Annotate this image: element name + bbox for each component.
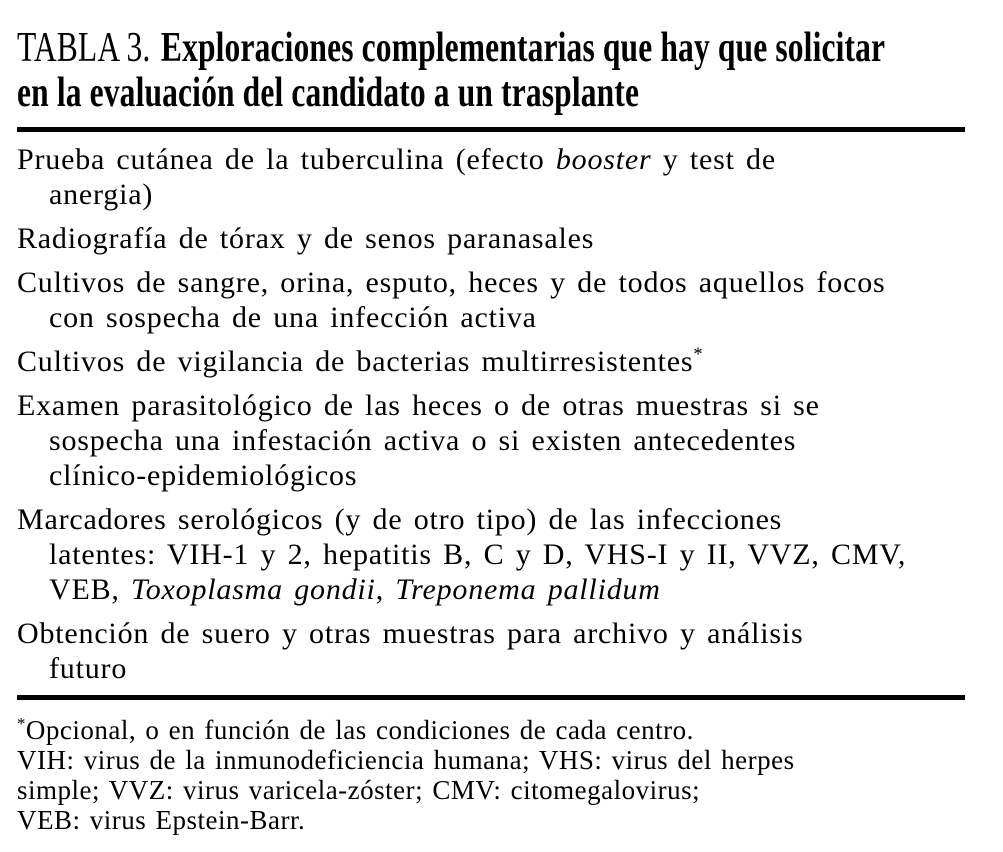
text-segment: Examen parasitológico de las heces o de otras muestras si se <box>17 389 820 422</box>
text-segment: Prueba cutánea de la tuberculina (efecto <box>17 143 556 176</box>
table-row-line <box>17 265 977 300</box>
table-title-line-1: Exploraciones complementarias que hay que solicitar <box>160 25 886 71</box>
table-row-line <box>17 572 977 607</box>
page-title <box>17 26 1003 116</box>
table-body <box>17 142 977 686</box>
italic-text: Toxoplasma gondii <box>131 573 376 606</box>
italic-text: booster <box>555 143 652 176</box>
table-row-line <box>17 300 977 335</box>
superscript-marker: * <box>17 714 26 733</box>
text-segment: futuro <box>49 652 128 685</box>
table-row-line <box>17 616 977 651</box>
bottom-rule <box>17 695 965 700</box>
table-row-line <box>17 142 977 177</box>
table-number-label: TABLA 3. <box>17 25 151 71</box>
table-row-line <box>17 651 977 686</box>
text-segment: Opcional, o en función de las condiciones de cada centro. <box>25 715 694 745</box>
table-row-line <box>17 177 977 212</box>
text-segment: VIH: virus de la inmunodeficiencia humana; VHS: virus del herpes <box>17 745 795 775</box>
table-row <box>17 388 977 493</box>
footnote-line <box>17 715 977 745</box>
text-segment: Marcadores serológicos (y de otro tipo) de las infecciones <box>17 503 783 536</box>
text-segment: sospecha una infestación activa o si existen antecedentes <box>49 424 797 457</box>
table-row-line <box>17 537 977 572</box>
text-segment: , <box>375 573 396 606</box>
text-segment: latentes: VIH-1 y 2, hepatitis B, C y D, VHS-I y II, VVZ, CMV, <box>49 538 907 571</box>
table-row <box>17 221 977 256</box>
text-segment: y test de <box>651 143 776 176</box>
table-row-line <box>17 344 977 379</box>
text-segment: Obtención de suero y otras muestras para archivo y análisis <box>17 617 804 650</box>
table-row-line <box>17 423 977 458</box>
text-segment: Radiografía de tórax y de senos paranasales <box>17 222 595 255</box>
footnote-line <box>17 805 977 835</box>
table-row <box>17 265 977 335</box>
text-segment: VEB, <box>49 573 131 606</box>
text-segment: clínico-epidemiológicos <box>49 459 358 492</box>
italic-text: Treponema pallidum <box>395 573 661 606</box>
footnote-line <box>17 745 977 775</box>
text-segment: con sospecha de una infección activa <box>49 301 537 334</box>
footnote-line <box>17 775 977 805</box>
table-row <box>17 142 977 212</box>
table-row-line <box>17 388 977 423</box>
top-rule <box>17 127 965 132</box>
table-row-line <box>17 221 977 256</box>
table-row-line <box>17 502 977 537</box>
text-segment: anergia) <box>49 178 154 211</box>
table-footnotes <box>17 715 977 835</box>
text-segment: VEB: virus Epstein-Barr. <box>17 805 306 835</box>
superscript-marker: * <box>693 344 704 365</box>
text-segment: Cultivos de vigilancia de bacterias multirresistentes <box>17 345 694 378</box>
table-row <box>17 616 977 686</box>
text-segment: simple; VVZ: virus varicela-zóster; CMV: citomegalovirus; <box>17 775 701 805</box>
table-title-line-2: en la evaluación del candidato a un trasplante <box>17 70 640 116</box>
table-row-line <box>17 458 977 493</box>
table-row <box>17 502 977 607</box>
table-row <box>17 344 977 379</box>
text-segment: Cultivos de sangre, orina, esputo, heces y de todos aquellos focos <box>17 266 886 299</box>
